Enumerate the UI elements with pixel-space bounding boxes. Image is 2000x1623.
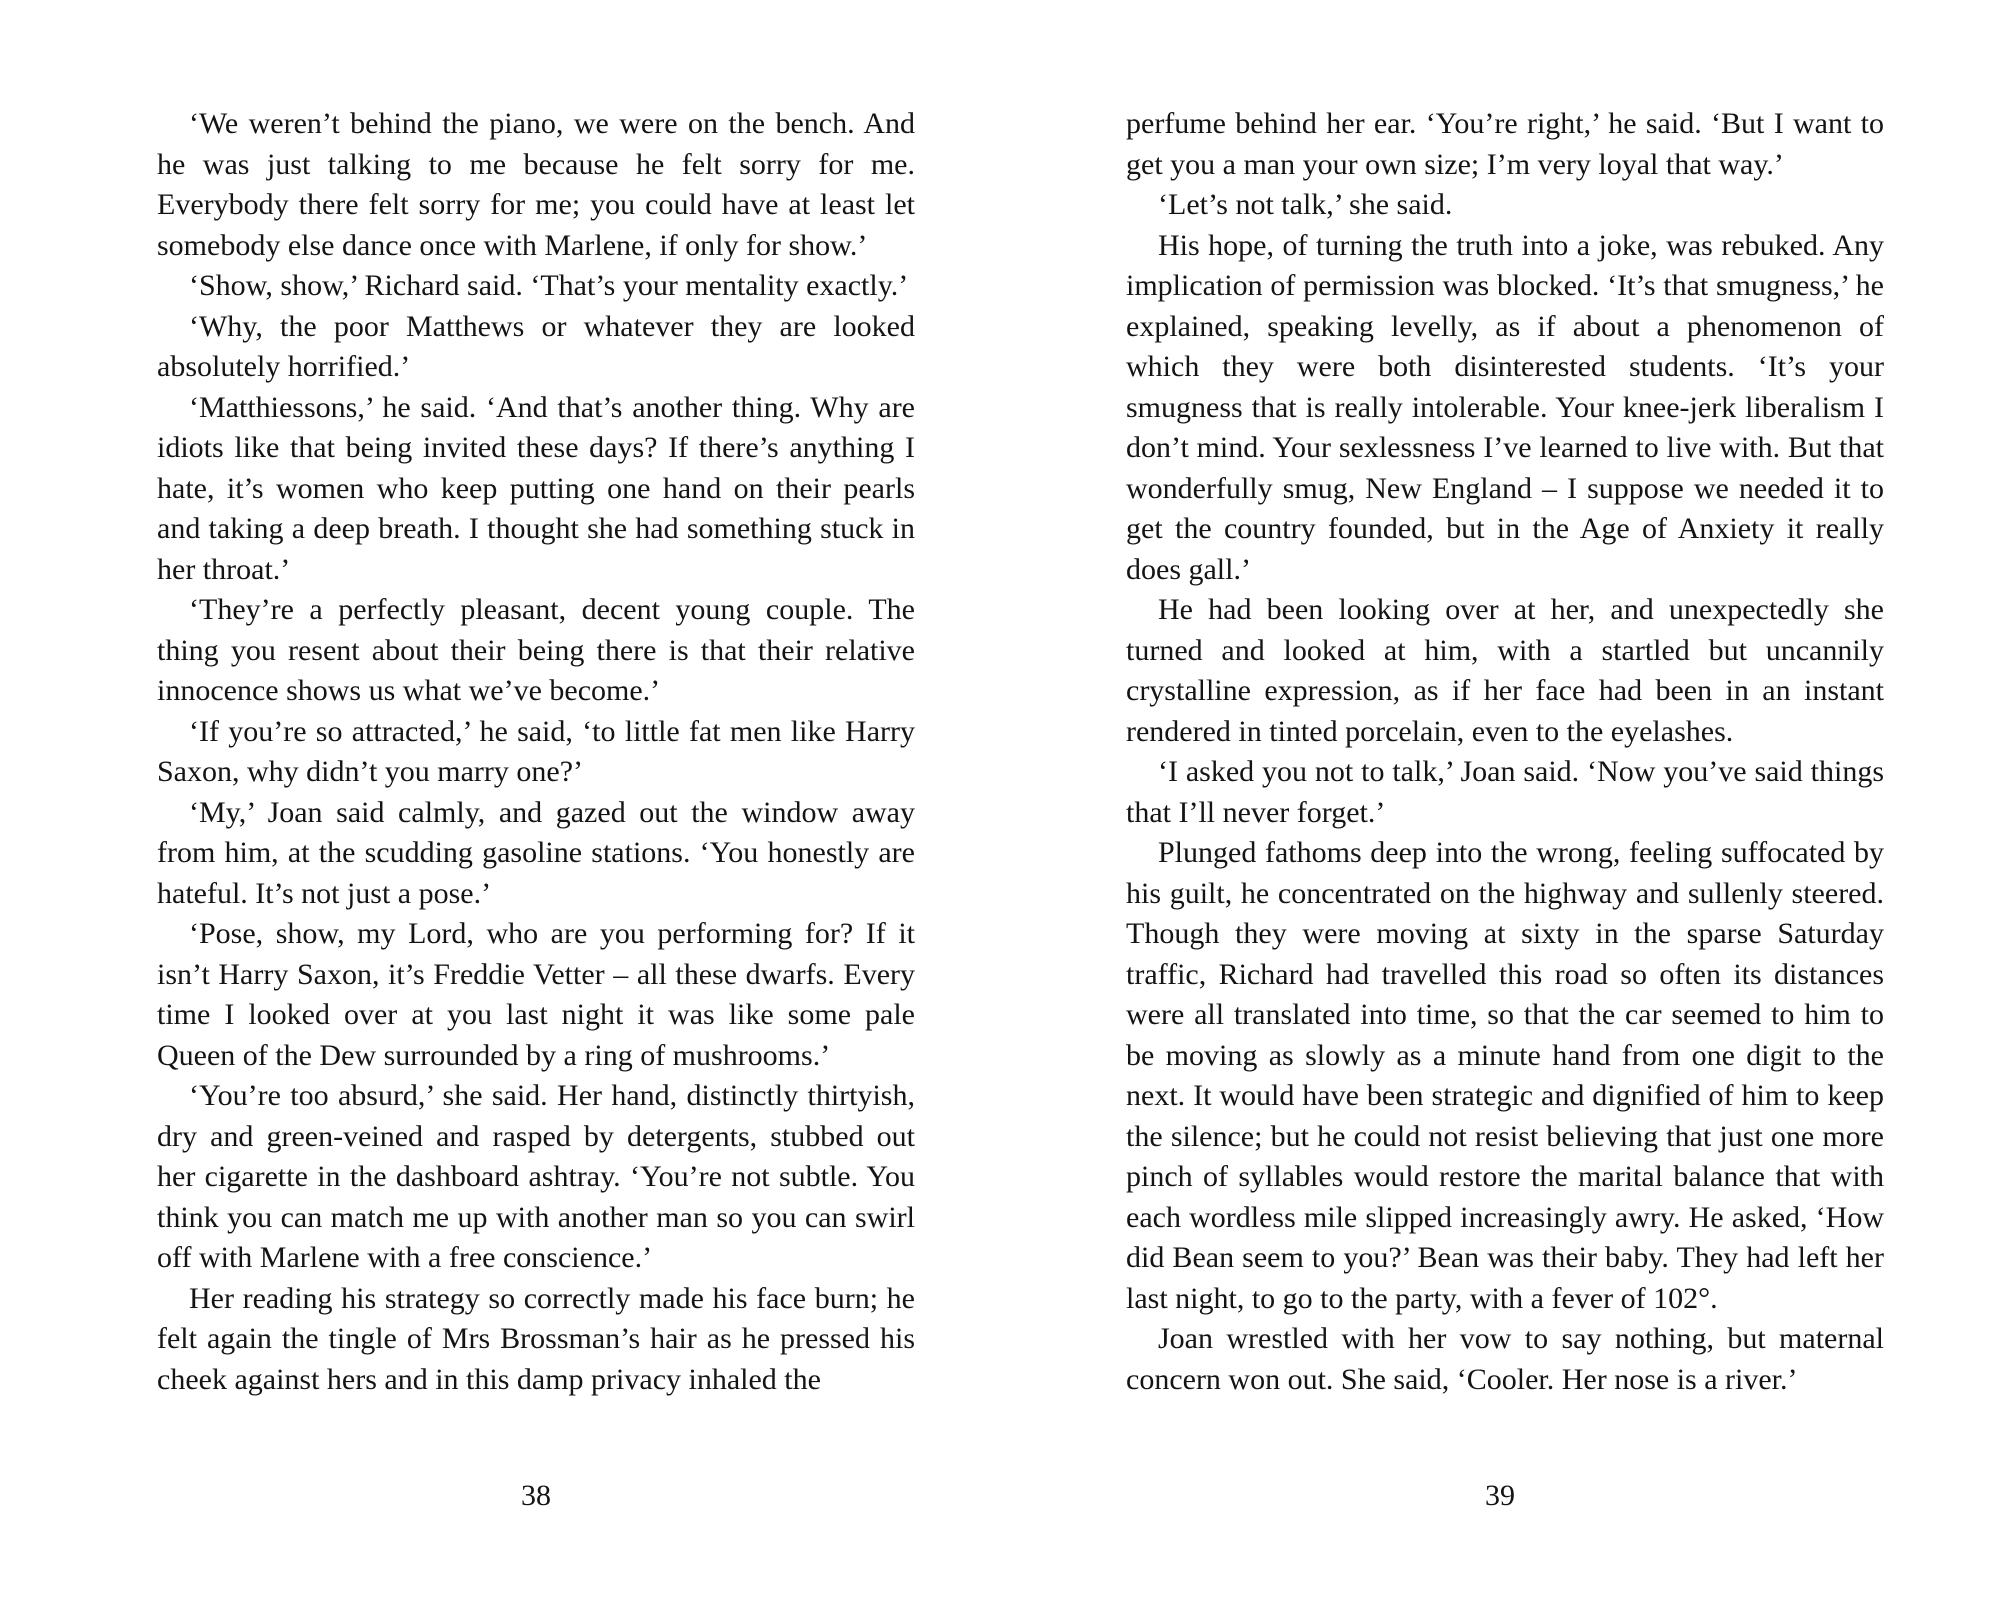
- paragraph: perfume behind her ear. ‘You’re right,’ he said. ‘But I want to get you a man your own size; I’m very loyal that way.’: [1126, 107, 1884, 181]
- paragraph: Plunged fathoms deep into the wrong, feeling suffocated by his guilt, he concentrated on the highway and sullenly steered. Though they were moving at sixty in the sparse Saturday traffic, Richard had travelled this road so often its distances were all translated into time, so that the car seemed to him to be moving as slowly as a minute hand from one digit to the next. It would have been strategic and dignified of him to keep the silence; but he could not resist believing that just one more pinch of syllables would restore the marital balance that with each wordless mile slipped increasingly awry. He asked, ‘How did Bean seem to you?’ Bean was their baby. They had left her last night, to go to the party, with a fever of 102°.: [1126, 836, 1884, 1315]
- paragraph: ‘I asked you not to talk,’ Joan said. ‘Now you’ve said things that I’ll never forget.’: [1126, 755, 1884, 829]
- paragraph: ‘If you’re so attracted,’ he said, ‘to little fat men like Harry Saxon, why didn’t you marry one?’: [157, 714, 915, 788]
- paragraph: ‘We weren’t behind the piano, we were on the bench. And he was just talking to me because he felt sorry for me. Everybody there felt sorry for me; you could have at least let somebody else dance once with Marlene, if only for show.’: [157, 107, 915, 262]
- paragraph: Joan wrestled with her vow to say nothing, but maternal concern won out. She said, ‘Cooler. Her nose is a river.’: [1126, 1322, 1884, 1396]
- page-number: 39: [1485, 1479, 1515, 1512]
- paragraph: He had been looking over at her, and unexpectedly she turned and looked at him, with a startled but uncannily crystalline expression, as if her face had been in an instant rendered in tinted porcelain, even to the eyelashes.: [1126, 593, 1884, 748]
- paragraph: His hope, of turning the truth into a joke, was rebuked. Any implication of permission was blocked. ‘It’s that smugness,’ he explained, speaking levelly, as if about a phenomenon of which they were both disinterested students. ‘It’s your smugness that is really intolerable. Your knee-jerk liberalism I don’t mind. Your sexlessness I’ve learned to live with. But that wonderfully smug, New England – I suppose we needed it to get the country founded, but in the Age of Anxiety it really does gall.’: [1126, 228, 1884, 586]
- paragraph: Her reading his strategy so correctly made his face burn; he felt again the tingle of Mrs Brossman’s hair as he pressed his cheek against hers and in this damp privacy inhaled the: [157, 1281, 915, 1396]
- left-page-text: [157, 104, 915, 1400]
- paragraph: ‘They’re a perfectly pleasant, decent young couple. The thing you resent about their being there is that their relative innocence shows us what we’ve become.’: [157, 593, 915, 707]
- paragraph: ‘You’re too absurd,’ she said. Her hand, distinctly thirtyish, dry and green-veined and rasped by detergents, stubbed out her cigarette in the dashboard ashtray. ‘You’re not subtle. You think you can match me up with another man so you can swirl off with Marlene with a free conscience.’: [157, 1079, 915, 1274]
- right-page-text: [1126, 104, 1884, 1400]
- paragraph: ‘Pose, show, my Lord, who are you performing for? If it isn’t Harry Saxon, it’s Freddie Vetter – all these dwarfs. Every time I looked over at you last night it was like some pale Queen of the Dew surrounded by a ring of mushrooms.’: [157, 917, 915, 1072]
- paragraph: ‘Show, show,’ Richard said. ‘That’s your mentality exactly.’: [189, 269, 909, 302]
- page-number: 38: [521, 1479, 551, 1512]
- paragraph: ‘Matthiessons,’ he said. ‘And that’s another thing. Why are idiots like that being invited these days? If there’s anything I hate, it’s women who keep putting one hand on their pearls and taking a deep breath. I thought she had something stuck in her throat.’: [157, 390, 915, 586]
- paragraph: ‘Let’s not talk,’ she said.: [1158, 188, 1453, 221]
- right-page: [1000, 0, 2000, 1623]
- paragraph: ‘My,’ Joan said calmly, and gazed out the window away from him, at the scudding gasoline stations. ‘You honestly are hateful. It’s not just a pose.’: [157, 795, 915, 910]
- paragraph: ‘Why, the poor Matthews or whatever they are looked absolutely horrified.’: [157, 309, 915, 383]
